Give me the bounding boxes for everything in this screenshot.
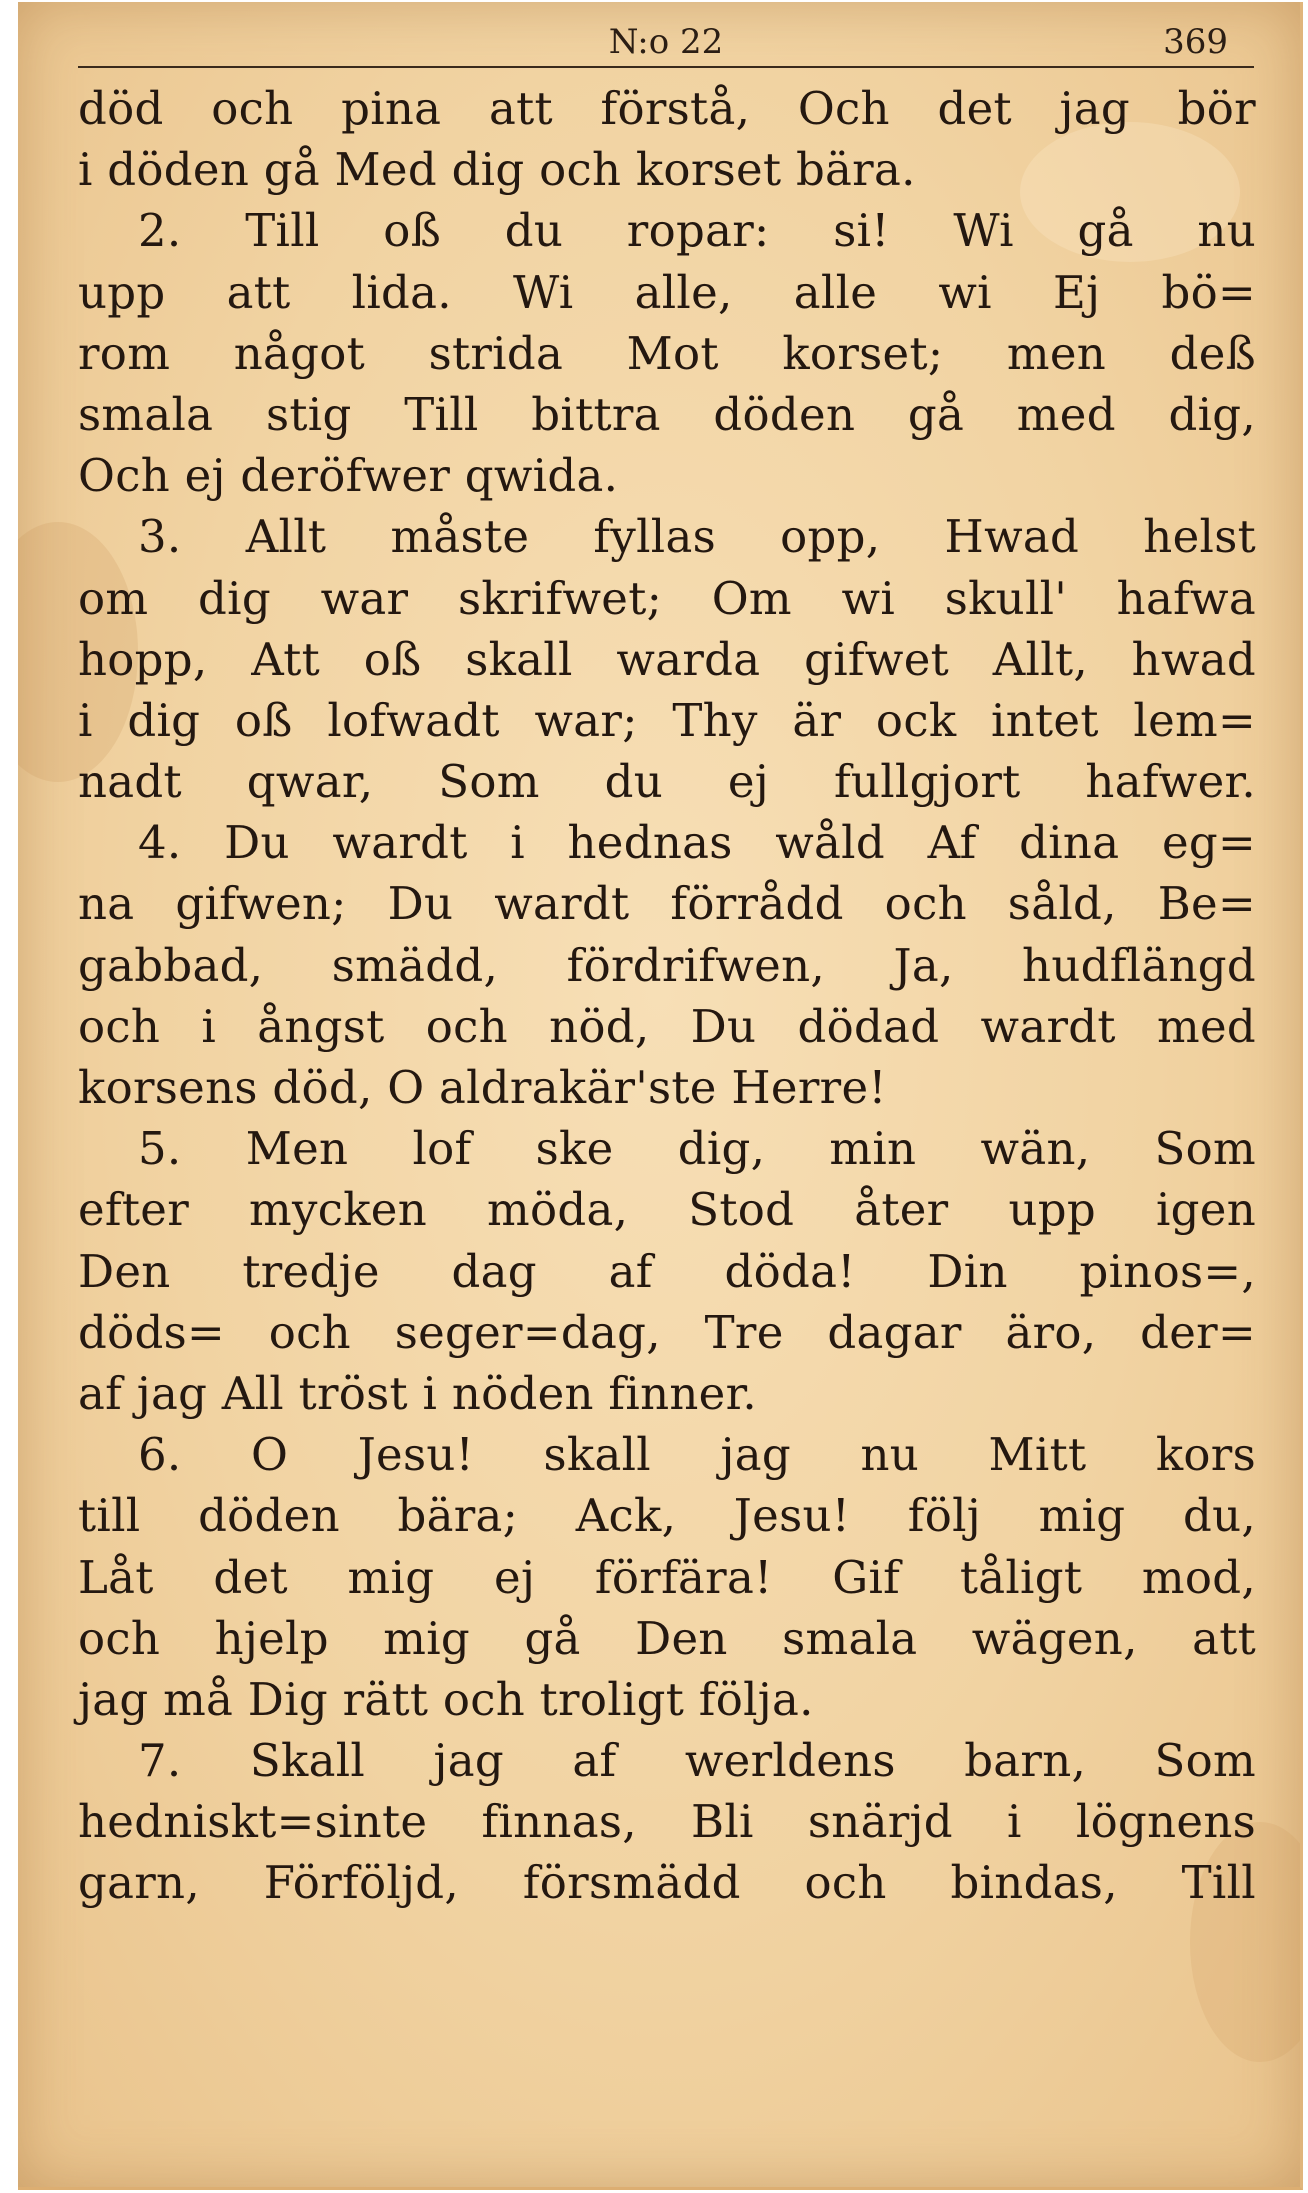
text-line: död och pina att förstå, Och det jag bör [78, 82, 1256, 135]
hymn-text [78, 78, 1256, 1914]
verse-start-line: 5. Men lof ske dig, min wän, Som [138, 1122, 1256, 1176]
verse-start-line: 6. O Jesu! skall jag nu Mitt kors [138, 1428, 1256, 1482]
text-line: nadt qwar, Som du ej fullgjort hafwer. [78, 755, 1256, 809]
text-line: gabbad, smädd, fördrifwen, Ja, hudflängd [78, 938, 1256, 992]
text-line: Och ej deröfwer qwida. [78, 449, 619, 503]
text-line: Låt det mig ej förfära! Gif tåligt mod, [78, 1550, 1256, 1604]
text-line: af jag All tröst i nöden finner. [78, 1366, 758, 1420]
text-line: och i ångst och nöd, Du dödad wardt med [78, 999, 1256, 1053]
verse-start-line: 2. Till oß du ropar: si! Wi gå nu [138, 204, 1256, 258]
text-line: garn, Förföljd, försmädd och bindas, Till [78, 1856, 1256, 1910]
text-line: hopp, Att oß skall warda gifwet Allt, hwad [78, 632, 1256, 686]
text-line: till döden bära; Ack, Jesu! följ mig du, [78, 1489, 1256, 1543]
issue-label: N:o 22 [608, 22, 724, 62]
verse-start-line: 7. Skall jag af werldens barn, Som [138, 1734, 1256, 1788]
page-number: 369 [1163, 22, 1228, 62]
text-line: Den tredje dag af döda! Din pinos=, [78, 1244, 1256, 1298]
text-line: korsens död, O aldrakär'ste Herre! [78, 1061, 887, 1114]
text-line: efter mycken möda, Stod åter upp igen [78, 1183, 1256, 1237]
verse-start-line: 4. Du wardt i hednas wåld Af dina eg= [138, 816, 1256, 870]
text-line: smala stig Till bittra döden gå med dig, [78, 387, 1256, 441]
book-page [18, 2, 1303, 2190]
text-line: na gifwen; Du wardt förrådd och såld, Be= [78, 877, 1256, 931]
text-line: om dig war skrifwet; Om wi skull' hafwa [78, 571, 1256, 625]
page-header [78, 18, 1254, 68]
text-line: i dig oß lofwadt war; Thy är ock intet lem= [78, 693, 1256, 747]
text-line: jag må Dig rätt och troligt följa. [78, 1672, 814, 1726]
verse-start-line: 3. Allt måste fyllas opp, Hwad helst [138, 510, 1256, 564]
text-line: hedniskt=sinte finnas, Bli snärjd i lögnens [78, 1795, 1256, 1849]
text-line: i döden gå Med dig och korset bära. [78, 143, 916, 197]
text-line: upp att lida. Wi alle, alle wi Ej bö= [78, 265, 1256, 319]
text-line: döds= och seger=dag, Tre dagar äro, der= [78, 1305, 1256, 1359]
text-line: och hjelp mig gå Den smala wägen, att [78, 1611, 1256, 1665]
text-line: rom något strida Mot korset; men deß [78, 326, 1256, 380]
